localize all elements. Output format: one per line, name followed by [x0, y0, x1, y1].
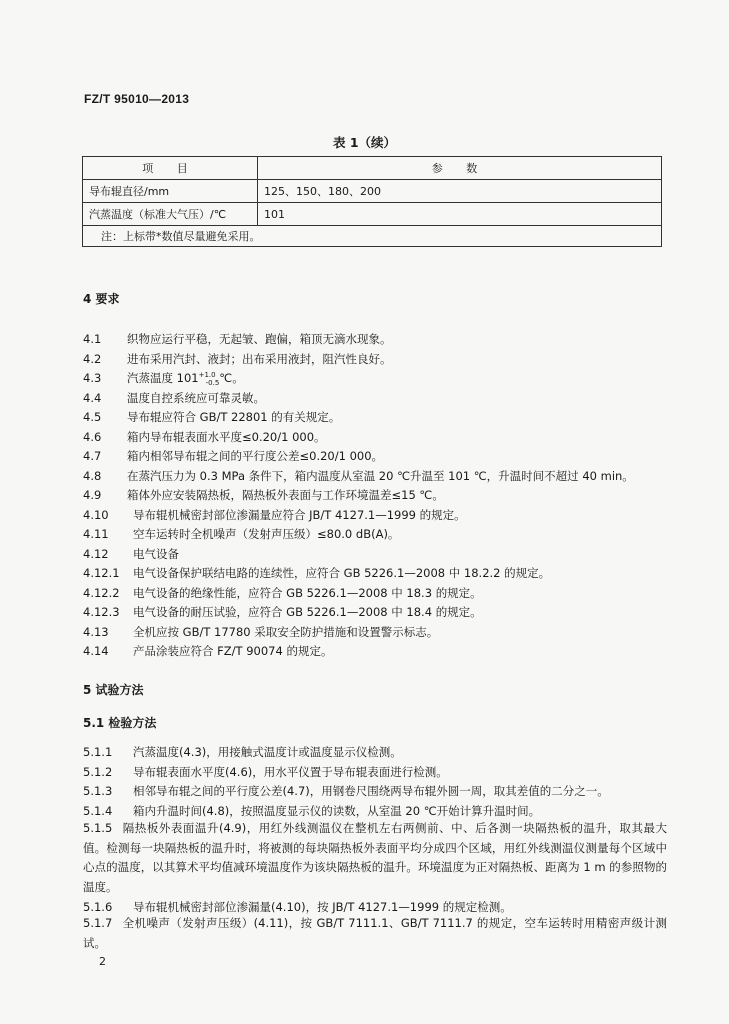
- clause-text: 全机应按 GB/T 17780 采取安全防护措施和设置警示标志。: [133, 625, 439, 639]
- clause-4-10: [83, 507, 466, 523]
- clause-text-unit: ℃。: [219, 371, 244, 385]
- column-header-parameter: 参 数: [258, 157, 662, 180]
- clause-number: 4.10: [83, 508, 109, 522]
- row-item: 导布辊直径/mm: [83, 180, 258, 203]
- clause-5-1-4: [83, 803, 540, 819]
- row-item: 汽蒸温度（标准大气压）/℃: [83, 203, 258, 226]
- clause-number: 5.1.3: [83, 784, 113, 798]
- clause-4-7: [83, 448, 383, 464]
- clause-4-12-2: [83, 585, 482, 601]
- clause-4-14: [83, 643, 332, 659]
- clause-number: 4.6: [83, 430, 102, 444]
- clause-5-1-2: [83, 764, 448, 780]
- clause-text: 隔热板外表面温升(4.9)，用红外线测温仪在整机左右两侧前、中、后各测一块隔热板的温升，取其最大值。检测每一块隔热板的温升时，将被测的每块隔热板外表面平均分成四个区域，用红外线测温仪测量每个区域中心点的温度，以其算术平均值减环境温度作为该块隔热板的温升。环境温度为正对隔热板、距离为 1 m 的参照物的温度。: [83, 821, 667, 894]
- clause-text: 导布辊表面水平度(4.6)，用水平仪置于导布辊表面进行检测。: [133, 765, 448, 779]
- clause-text: 全机噪声（发射声压级）(4.11)，按 GB/T 7111.1、GB/T 7111.7 的规定，空车运转时用精密声级计测试。: [83, 916, 667, 950]
- table-row: [83, 203, 662, 226]
- clause-4-11: [83, 526, 399, 542]
- clause-text: 箱体外应安装隔热板，隔热板外表面与工作环境温差≤15 ℃。: [127, 488, 444, 502]
- clause-text: 导布辊机械密封部位渗漏量(4.10)，按 JB/T 4127.1—1999 的规定检测。: [133, 900, 512, 914]
- clause-4-3: [83, 370, 244, 386]
- clause-number: 4.12.3: [83, 605, 120, 619]
- clause-number: 5.1.4: [83, 804, 113, 818]
- clause-number: 4.7: [83, 449, 102, 463]
- clause-5-1-1: [83, 744, 402, 760]
- clause-number: 4.12.2: [83, 586, 120, 600]
- clause-text: 导布辊机械密封部位渗漏量应符合 JB/T 4127.1—1999 的规定。: [133, 508, 466, 522]
- clause-number: 5.1.1: [83, 745, 113, 759]
- clause-4-5: [83, 409, 340, 425]
- section-4-title: 4 要求: [83, 292, 120, 306]
- clause-number: 4.14: [83, 644, 109, 658]
- clause-text: 温度自控系统应可靠灵敏。: [127, 391, 265, 405]
- clause-4-12: [83, 546, 179, 562]
- clause-text: 电气设备: [133, 547, 179, 561]
- clause-4-12-1: [83, 565, 550, 581]
- tolerance-upper: +1.0: [198, 371, 216, 379]
- clause-text: 电气设备的绝缘性能，应符合 GB 5226.1—2008 中 18.3 的规定。: [133, 586, 482, 600]
- row-value: 125、150、180、200: [258, 180, 662, 203]
- clause-4-1: [83, 331, 392, 347]
- clause-text: 产品涂装应符合 FZ/T 90074 的规定。: [133, 644, 333, 658]
- clause-text: 汽蒸温度(4.3)，用接触式温度计或温度显示仪检测。: [133, 745, 402, 759]
- table-row: [83, 180, 662, 203]
- clause-number: 4.9: [83, 488, 102, 502]
- parameter-table: [82, 156, 662, 247]
- clause-number: 4.4: [83, 391, 102, 405]
- clause-number: 5.1.7: [83, 916, 113, 930]
- clause-number: 4.5: [83, 410, 102, 424]
- clause-text: 电气设备保护联结电路的连续性，应符合 GB 5226.1—2008 中 18.2.2 的规定。: [133, 566, 551, 580]
- clause-5-1-3: [83, 783, 609, 799]
- clause-text: 导布辊应符合 GB/T 22801 的有关规定。: [127, 410, 341, 424]
- table-note: 注：上标带*数值尽量避免采用。: [83, 226, 662, 247]
- clause-5-1-6: [83, 899, 512, 915]
- clause-4-12-3: [83, 604, 482, 620]
- clause-4-9: [83, 487, 444, 503]
- clause-text: 织物应运行平稳，无起皱、跑偏，箱顶无滴水现象。: [127, 332, 392, 346]
- clause-text: 箱内升温时间(4.8)，按照温度显示仪的读数，从室温 20 ℃开始计算升温时间。: [133, 804, 541, 818]
- clause-text: 在蒸汽压力为 0.3 MPa 条件下，箱内温度从室温 20 ℃升温至 101 ℃，升温时间不超过 40 min。: [127, 469, 634, 483]
- clause-number: 4.12.1: [83, 566, 120, 580]
- clause-4-4: [83, 390, 265, 406]
- clause-text: 箱内导布辊表面水平度≤0.20/1 000。: [127, 430, 326, 444]
- clause-number: 4.8: [83, 469, 102, 483]
- clause-4-8: [83, 468, 634, 484]
- clause-4-13: [83, 624, 438, 640]
- row-value: 101: [258, 203, 662, 226]
- clause-text: 箱内相邻导布辊之间的平行度公差≤0.20/1 000。: [127, 449, 384, 463]
- clause-text: 相邻导布辊之间的平行度公差(4.7)，用钢卷尺围绕两导布辊外圆一周，取其差值的二分之一。: [133, 784, 609, 798]
- table-caption: 表 1（续）: [332, 135, 397, 150]
- clause-text: 空车运转时全机噪声（发射声压级）≤80.0 dB(A)。: [133, 527, 400, 541]
- page-number: 2: [99, 955, 106, 968]
- clause-5-1-7: [83, 914, 667, 953]
- clause-number: 4.3: [83, 371, 102, 385]
- column-header-item: 项 目: [83, 157, 258, 180]
- clause-number: 4.2: [83, 352, 102, 366]
- clause-text: 汽蒸温度 101: [127, 371, 199, 385]
- clause-number: 5.1.5: [83, 821, 113, 835]
- clause-number: 5.1.6: [83, 900, 113, 914]
- clause-4-2: [83, 351, 392, 367]
- clause-number: 4.13: [83, 625, 109, 639]
- table-header-row: [83, 157, 662, 180]
- table-note-row: [83, 226, 662, 247]
- clause-number: 4.11: [83, 527, 109, 541]
- section-5-title: 5 试验方法: [83, 683, 144, 697]
- clause-number: 5.1.2: [83, 765, 113, 779]
- clause-4-6: [83, 429, 326, 445]
- tolerance-lower: -0.5: [205, 379, 220, 387]
- clause-text: 电气设备的耐压试验，应符合 GB 5226.1—2008 中 18.4 的规定。: [133, 605, 482, 619]
- subsection-5-1-title: 5.1 检验方法: [83, 716, 157, 730]
- clause-text: 进布采用汽封、液封；出布采用液封，阻汽性良好。: [127, 352, 392, 366]
- clause-5-1-5: [83, 819, 667, 897]
- clause-number: 4.1: [83, 332, 102, 346]
- clause-number: 4.12: [83, 547, 109, 561]
- standard-code: FZ/T 95010—2013: [84, 92, 190, 106]
